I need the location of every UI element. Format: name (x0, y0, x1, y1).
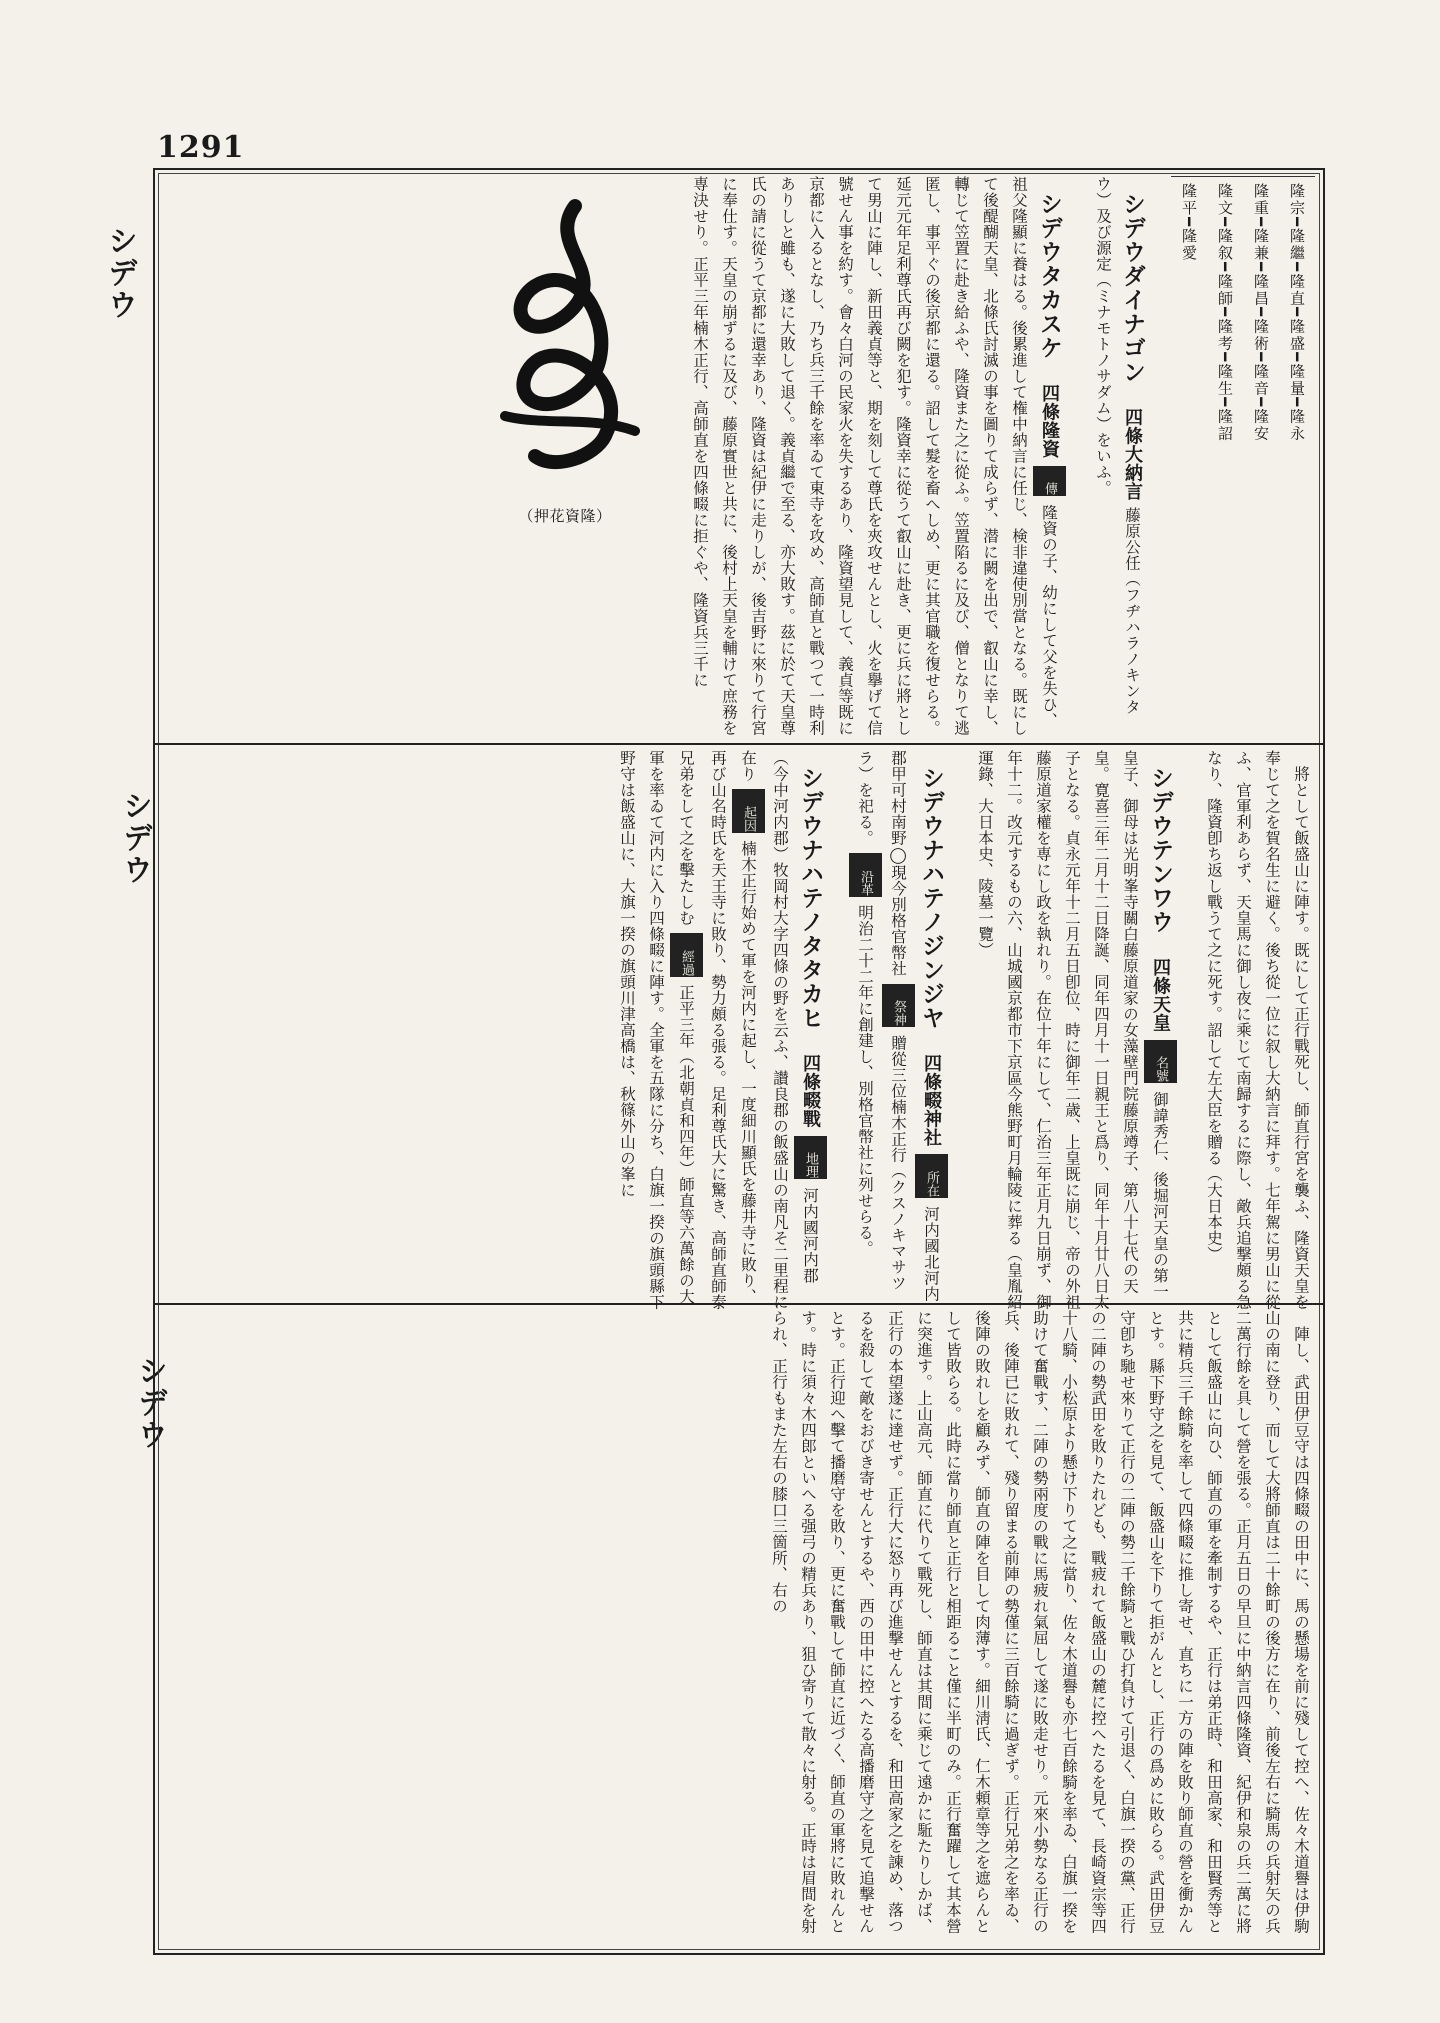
entry-text: 楠木正行始めて軍を河内に起し、一度細川顯氏を藤井寺に敗り、再び山名時氏を天王寺に敗り、勢力頗る張る。足利尊氏大に驚き、高師直師泰兄弟をして之を擊たしむ (677, 750, 757, 1310)
entry-title: 四條隆資 (1039, 384, 1060, 459)
headword: シデウナハテノタタカヒ (797, 765, 823, 1030)
entry-text: 隆資の子、幼にして父を失ひ、祖父隆顯に養はる。後累進して権中納言に任じ、検非違使別當となる。既にして後醍醐天皇、北條氏討滅の事を圖りて成らず、潜に闕を出で、叡山に幸し、轉じて笠置に赴き給ふや、隆資また之に從ふ。笠置陷るに及び、僧となりて逃匿し、事平ぐの後京都に還る。詔して髮を畜へしめ、更に其官職を復せらる。延元元年足利尊氏再び闕を犯す。隆資幸に從うて叡山に赴き、更に兵に將として男山に陣し、新田義貞等と、期を刻して尊氏を夾攻せんとし、火を擧げて信號せん事を約す。會々白河の民家火を失するあり、隆資望見して、義貞等既に京都に入るとなし、乃ち兵三千餘を率ゐて東寺を攻め、高師直と戰つて一時利ありしと雖も、遂に大敗して退く。義貞繼で至る、亦大敗す。茲に於て天皇尊氏の請に從うて京都に還幸あり、隆資は紀伊に走りしが、後吉野に來りて行宮に奉仕す。天皇の崩ずるに及び、藤原實世と共に、後村上天皇を輔けて庶務を専決せり。正平三年楠木正行、高師直を四條畷に拒ぐや、隆資兵三千に (691, 176, 1058, 736)
entry-text: 明治二十二年に創建し、別格官幣社に列せらる。 (856, 904, 874, 1257)
section-1 (165, 176, 1315, 736)
section-divider-1 (155, 743, 1323, 745)
headword: シデウナハテノジンジヤ (918, 765, 944, 1030)
entry-shijo-nawate-jinja (849, 750, 970, 1310)
entry-shijo-tenno (970, 750, 1199, 1310)
genealogy (1171, 176, 1315, 726)
kao-signature-icon (465, 186, 665, 486)
side-label-bottom: シデウ (132, 1355, 167, 1451)
genealogy-line: 隆平━隆愛 (1180, 183, 1198, 263)
entry-continuation: 陣し、武田伊豆守は四條畷の田中に、馬の懸場を前に殘して控へ、佐々木道譽は伊駒山の南に登り、而して大將師直は二十餘町の後方に在り、前後左右に騎馬の兵射矢の兵二萬行餘を具して營を張る。正月五日の早旦に中納言四條隆資、紀伊和泉の兵二萬に將として飯盛山に向ひ、師直の軍を牽制するや、正行は弟正時、和田高家、和田賢秀等と共に精兵三千餘騎を率して四條畷に推し寄せ、直ちに一方の陣を敗り師直の營を衝かんとす。縣下野守之を見て、飯盛山を下りて拒がんとし、正行の爲めに敗らる。武田伊豆守卽ち馳せ來りて正行の二陣の勢二千餘騎と戰ひ打負けて引退く、白旗一揆の黨、正行の二陣の勢武田を敗りたれども、戰疲れて飯盛山の麓に控へたるを見て、長崎資宗等四十八騎、小松原より懸け下りて之に當り、佐々木道譽も亦七百餘騎を率ゐ、白旗一揆を助けて奮戰す、二陣の勢兩度の戰に馬疲れ氣屈して遂に敗走せり。元來小勢なる正行の兵、後陣已に敗れて、殘り留まる前陣の勢僅に三百餘騎に過ぎず。正行兄弟之を率ゐ、後陣の敗れしを顧みず、師直の陣を目して肉薄す。細川淸氏、仁木頼章等之を遮らんとして皆敗らる。此時に當り師直と正行と相距ること僅に半町のみ。正行奮躍して其本營に突進す。上山高元、師直に代りて戰死し、師直は其間に乘じて遠かに駈たりしかば、正行の本望遂に達せず。正行大に怒り再び進撃せんとするを、和田高家之を諫め、落つるを殺して敵をおびき寄せんとするや、西の田中に控へたる高播磨守之を見て追撃せんとす。正行迎へ擊て播磨守を敗り、更に奮戰して師直に近づく、師直の軍將に敗れんとす。時に須々木四郎といへる强弓の精兵あり、狙ひ寄りて散々に射る。正時は眉間を射られ、正行もまた左右の膝口三箇所、右の (770, 1310, 1310, 1934)
label-box: 傳 (1033, 466, 1066, 497)
kao-caption: （押花資隆） (518, 507, 612, 525)
label-box: 沿革 (849, 853, 882, 897)
genealogy-line: 隆宗━隆繼━隆直━隆盛━隆量━隆永 (1288, 183, 1306, 443)
genealogy-line: 隆文━隆叙━隆師━隆考━隆生━隆詔 (1216, 183, 1234, 443)
headword: シデウテンワウ (1147, 765, 1173, 934)
page-number: 1291 (157, 130, 245, 165)
label-box: 名號 (1144, 1040, 1177, 1084)
entry-text: 御諱秀仁、後堀河天皇の第一皇子、御母は光明峯寺關白藤原道家の女藻壁門院藤原竴子、第八十七代の天皇。寛喜三年二月十二日降誕、同年四月十一日親王と爲り、同年十月廿八日太子となる。貞永元年十二月五日卽位、時に御年二歳、上皇既に崩じ、帝の外祖藤原道家權を専にし政を執れり。在位十年にして、仁治三年正月九日崩ず、御年十二。改元するもの六、山城國京都市下京區今熊野町月輪陵に葬る（皇胤紹運錄、大日本史、陵墓一覽） (976, 750, 1169, 1310)
entry-title: 四條天皇 (1150, 958, 1171, 1033)
label-box: 所在 (915, 1154, 948, 1198)
entry-shijo-nawate-battle (612, 750, 849, 1310)
label-box: 經過 (670, 933, 703, 977)
entry-title: 四條畷神社 (921, 1054, 942, 1147)
genealogy-line: 隆重━隆兼━隆昌━隆術━隆音━隆安 (1252, 183, 1270, 443)
entry-shijo-dainagon (1088, 176, 1171, 736)
label-box: 起因 (732, 789, 765, 833)
kao-signature (445, 186, 685, 531)
entry-continuation: 將として飯盛山に陣す。既にして正行戰死し、師直行宮を襲ふ、隆資天皇を奉じて之を賀名生に避く。後ち從一位に叙し大納言に拜す。七年駕に男山に從ふ、官軍利あらず、天皇馬に御し夜に乘じて南歸するに際し、敵兵追撃頗る急なり、隆資卽ち返し戰うて之に死す。詔して左大臣を贈る（大日本史） (1205, 750, 1310, 1310)
side-label-top: シデウ (102, 225, 137, 321)
section-3 (165, 1310, 1315, 1940)
side-label-middle: シデウ (117, 790, 152, 886)
entry-shijo-takasuke (685, 176, 1088, 736)
label-box: 祭神 (882, 984, 915, 1028)
entry-text: 河内國北河内郡甲可村南野◯現今別格官幣社 (889, 750, 940, 1302)
entry-text: 正平三年（北朝貞和四年）師直等六萬餘の大軍を率ゐて河内に入り四條畷に陣す。全軍を五隊に分ち、白旗一揆の旗頭縣下野守は飯盛山に、大旗一揆の旗頭川津高橋は、秋篠外山の峯に (618, 750, 695, 1310)
section-2 (165, 750, 1315, 1310)
entry-title: 四條大納言 (1122, 408, 1143, 501)
entry-text: 河内國河内郡（今中河内郡）牧岡村大字四條の野を云ふ、讃良郡の飯盛山の南凡そ二里程に在り (739, 750, 819, 1310)
entry-text: 贈從三位楠木正行（クスノキマサツラ）を祀る。 (856, 750, 907, 1291)
label-box: 地理 (794, 1136, 827, 1180)
entry-title: 四條畷戰 (800, 1054, 821, 1129)
entry-text: 藤原公任（フヂハラノキンタウ）及び源定（ミナモトノサダム）をいふ。 (1094, 176, 1141, 715)
headword: シデウダイナゴン (1119, 191, 1145, 384)
headword: シデウタカスケ (1036, 191, 1062, 360)
